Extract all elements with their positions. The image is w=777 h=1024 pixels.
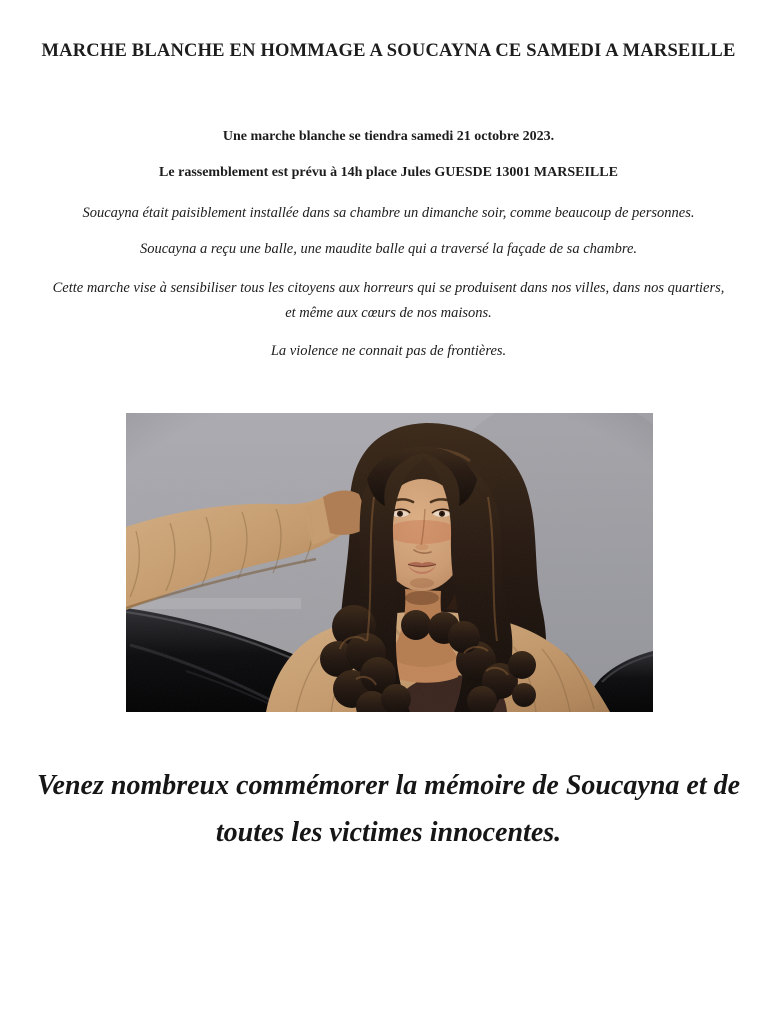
paragraph-date xyxy=(0,124,777,149)
paragraph-context-2 xyxy=(0,237,777,262)
text-line: Cette marche vise à sensibiliser tous les citoyens aux horreurs qui se produisent dans nos villes, dans nos quartiers, xyxy=(52,280,725,296)
closing-call xyxy=(0,762,777,856)
paragraph-purpose xyxy=(0,276,777,326)
text-line: Le rassemblement est prévu à 14h place Jules GUESDE 13001 MARSEILLE xyxy=(159,165,618,180)
portrait-photo xyxy=(126,413,653,712)
text-line: toutes les victimes innocentes. xyxy=(215,817,562,848)
text-line: et même aux cœurs de nos maisons. xyxy=(285,305,492,321)
text-line: Venez nombreux commémorer la mémoire de Soucayna et de xyxy=(36,770,741,801)
text-line: Une marche blanche se tiendra samedi 21 octobre 2023. xyxy=(222,129,555,144)
paragraph-context-1 xyxy=(0,201,777,226)
page-title: MARCHE BLANCHE EN HOMMAGE A SOUCAYNA CE SAMEDI A MARSEILLE xyxy=(41,41,736,61)
text-line: Soucayna était paisiblement installée dans sa chambre un dimanche soir, comme beaucoup de personnes. xyxy=(82,205,695,221)
paragraph-violence xyxy=(0,339,777,364)
photo-vignette xyxy=(126,413,653,712)
text-line: Soucayna a reçu une balle, une maudite balle qui a traversé la façade de sa chambre. xyxy=(139,241,638,257)
portrait-illustration xyxy=(126,413,653,712)
text-line: La violence ne connait pas de frontières. xyxy=(270,343,507,359)
paragraph-location xyxy=(0,160,777,185)
